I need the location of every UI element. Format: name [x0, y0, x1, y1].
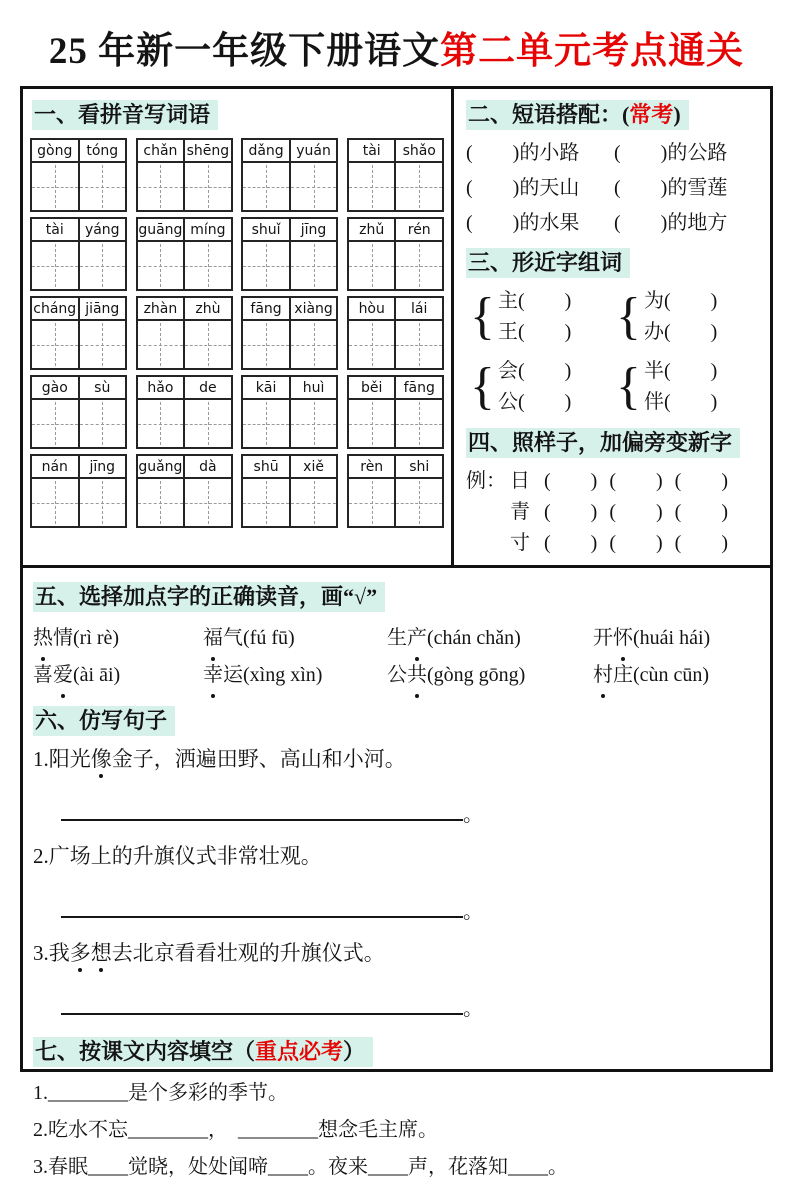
sentence-item: [33, 841, 758, 924]
writing-cell: [138, 400, 184, 447]
writing-cell: [243, 163, 289, 210]
pinyin-labels: [138, 298, 231, 321]
pinyin-label: hòu: [358, 301, 385, 317]
section1-title: 一、看拼音写词语: [32, 100, 218, 130]
writing-cell: [183, 163, 231, 210]
text-run: 2.广场上的升旗仪式非常壮观。: [33, 844, 322, 868]
writing-cell: [289, 163, 337, 210]
writing-cell: [394, 242, 442, 289]
section2-title-wrap: [466, 100, 689, 130]
answer-blank-line: [61, 805, 463, 821]
pronunciation-word: [387, 657, 593, 694]
pinyin-label: rén: [394, 219, 442, 240]
text-run: 喜: [33, 664, 53, 686]
emphasized-char: 共: [407, 657, 427, 694]
pinyin-labels: [138, 377, 231, 400]
section2-tag-close: ): [673, 102, 681, 127]
worksheet: [0, 20, 793, 1178]
brace-items: [498, 286, 571, 348]
page-title-black: 25 年新一年级下册语文: [48, 31, 441, 72]
emphasized-char: 热: [33, 620, 53, 657]
writing-cell: [349, 321, 395, 368]
pinyin-label: hǎo: [147, 380, 174, 396]
section6-title: 六、仿写句子: [33, 706, 175, 736]
brace-group: [470, 356, 616, 418]
brace-grid: [470, 286, 762, 418]
writing-cell: [32, 163, 78, 210]
pinyin-labels: [349, 219, 442, 242]
text-run: (ài āi): [73, 664, 121, 686]
writing-cell: [138, 321, 184, 368]
writing-grid: [138, 400, 231, 447]
section4-header: [466, 426, 762, 457]
base-character: 日: [510, 470, 530, 492]
writing-cell: [349, 479, 395, 526]
writing-grid: [138, 242, 231, 289]
writing-cell: [32, 242, 78, 289]
pinyin-labels: [243, 298, 336, 321]
brace-items: [644, 356, 717, 418]
text-run: (huái hái): [633, 627, 711, 649]
writing-cell: [138, 479, 184, 526]
brace-item: 王( ): [497, 321, 572, 343]
pinyin-word-group: [30, 296, 127, 370]
page-title-red: 第二单元考点通关: [440, 31, 745, 72]
pinyin-label: míng: [183, 219, 231, 240]
writing-grid: [138, 321, 231, 368]
pinyin-label: tài: [45, 222, 64, 238]
radical-row: [466, 528, 762, 559]
phrase-item: ( )的天山: [466, 177, 580, 199]
pinyin-label: jīng: [78, 456, 126, 477]
emphasized-char: 产: [407, 620, 427, 657]
pinyin-labels: [243, 456, 336, 479]
pinyin-labels: [349, 456, 442, 479]
brace-items: [498, 356, 571, 418]
brace-glyph: {: [616, 358, 641, 415]
writing-cell: [183, 400, 231, 447]
pronunciation-word: [387, 620, 593, 657]
pinyin-labels: [32, 298, 125, 321]
emphasized-char: 多: [70, 938, 91, 968]
pronunciation-word: [203, 620, 387, 657]
pinyin-word-group: [347, 454, 444, 528]
writing-cell: [349, 163, 395, 210]
pinyin-label: zhù: [183, 298, 231, 319]
section-pronunciation: [31, 580, 758, 694]
emphasized-char: 想: [91, 938, 112, 968]
pinyin-label: cháng: [33, 301, 77, 317]
brace-item: 半( ): [643, 360, 718, 382]
pinyin-label: sù: [78, 377, 126, 398]
pinyin-word-group: [136, 138, 233, 212]
brace-group: [616, 356, 762, 418]
pinyin-label: tóng: [78, 140, 126, 161]
pinyin-label: yáng: [78, 219, 126, 240]
writing-grid: [243, 400, 336, 447]
text-run: 庄(cùn cūn): [613, 664, 710, 686]
pinyin-label: zhǔ: [359, 222, 385, 238]
answer-blank-line: [61, 902, 463, 918]
sentence-text: [33, 744, 758, 774]
emphasized-char: 幸: [203, 657, 223, 694]
radical-row: [466, 497, 762, 528]
pinyin-label: shǎo: [394, 140, 442, 161]
pinyin-word-group: [30, 375, 127, 449]
section-similar-chars: [464, 246, 762, 418]
emphasized-char: 爱: [53, 657, 73, 694]
brace-items: [644, 286, 717, 348]
writing-grid: [349, 400, 442, 447]
writing-grid: [243, 242, 336, 289]
pinyin-labels: [349, 298, 442, 321]
pinyin-word-group: [347, 296, 444, 370]
pinyin-row: [30, 454, 444, 528]
main-box: [20, 86, 773, 1178]
text-run: 生: [387, 627, 407, 649]
pinyin-word-group: [136, 375, 233, 449]
section2-title: 二、短语搭配：: [468, 102, 623, 127]
brace-glyph: {: [470, 358, 495, 415]
blank-parens: ( ): [674, 532, 728, 554]
pinyin-label: lái: [394, 298, 442, 319]
pinyin-labels: [243, 219, 336, 242]
writing-cell: [78, 163, 126, 210]
writing-cell: [78, 321, 126, 368]
phrase-item: ( )的地方: [614, 212, 728, 234]
pinyin-label: shēng: [183, 140, 231, 161]
writing-cell: [183, 479, 231, 526]
brace-glyph: {: [470, 288, 495, 345]
section-sentence-imitation: [31, 704, 758, 1021]
section-pinyin-words: [23, 89, 454, 565]
writing-cell: [289, 321, 337, 368]
writing-cell: [183, 242, 231, 289]
example-label: 例：: [466, 470, 506, 492]
pronunciation-row: [33, 657, 758, 694]
fill-item: 2.吃水不忘________， ________想念毛主席。: [33, 1119, 438, 1141]
pinyin-label: fāng: [250, 301, 282, 317]
pinyin-row: [30, 217, 444, 291]
blank-parens: ( ): [544, 470, 598, 492]
pinyin-label: jīng: [289, 219, 337, 240]
pronunciation-word: [33, 620, 203, 657]
top-grid: [23, 89, 770, 568]
section4-title: 四、照样子，加偏旁变新字: [466, 428, 740, 458]
pinyin-label: shū: [253, 459, 279, 475]
writing-cell: [243, 400, 289, 447]
brace-group: [470, 286, 616, 348]
pinyin-label: nán: [41, 459, 68, 475]
fill-rows: [33, 1075, 758, 1186]
text-run: 去北京看看壮观的升旗仪式。: [111, 941, 385, 965]
pinyin-label: xiàng: [289, 298, 337, 319]
emphasized-char: 怀: [613, 620, 633, 657]
section7-tag-close: ）: [343, 1039, 366, 1064]
text-run: (chán chǎn): [427, 627, 521, 649]
pinyin-label: de: [183, 377, 231, 398]
pinyin-word-group: [136, 217, 233, 291]
writing-cell: [349, 242, 395, 289]
writing-cell: [243, 242, 289, 289]
section2-tag: 常考: [629, 102, 674, 127]
writing-cell: [138, 163, 184, 210]
pinyin-word-group: [241, 217, 338, 291]
blank-parens: ( ): [544, 501, 598, 523]
pinyin-word-group: [347, 375, 444, 449]
pinyin-labels: [32, 456, 125, 479]
text-run: 3.我: [33, 941, 70, 965]
phrase-item: ( )的小路: [466, 142, 580, 164]
writing-cell: [243, 321, 289, 368]
pinyin-labels: [349, 377, 442, 400]
writing-cell: [78, 400, 126, 447]
writing-cell: [243, 479, 289, 526]
writing-cell: [78, 242, 126, 289]
section1-header: [32, 98, 444, 129]
pinyin-label: dǎng: [248, 143, 284, 159]
writing-cell: [289, 400, 337, 447]
pinyin-labels: [32, 140, 125, 163]
brace-group: [616, 286, 762, 348]
pinyin-label: zhàn: [143, 301, 178, 317]
pinyin-label: shi: [394, 456, 442, 477]
writing-cell: [289, 479, 337, 526]
section3-header: [466, 246, 762, 277]
period-mark: 。: [463, 804, 483, 826]
pinyin-label: guāng: [138, 222, 183, 238]
pinyin-label: tài: [362, 143, 381, 159]
text-run: 开: [593, 627, 613, 649]
period-mark: 。: [463, 901, 483, 923]
pinyin-label: guǎng: [138, 459, 183, 475]
writing-cell: [394, 479, 442, 526]
text-run: 情(rì rè): [53, 627, 120, 649]
writing-cell: [394, 321, 442, 368]
section2-header: [466, 98, 762, 129]
pinyin-row: [30, 296, 444, 370]
brace-glyph: {: [616, 288, 641, 345]
period-mark: 。: [463, 998, 483, 1020]
writing-grid: [349, 242, 442, 289]
pinyin-word-group: [241, 296, 338, 370]
writing-cell: [289, 242, 337, 289]
pronunciation-row: [33, 620, 758, 657]
text-run: 1.阳光: [33, 747, 91, 771]
writing-grid: [32, 163, 125, 210]
pinyin-label: gòng: [37, 143, 73, 159]
sentence-text: [33, 938, 758, 968]
writing-cell: [183, 321, 231, 368]
right-column: [454, 89, 770, 565]
brace-item: 伴( ): [643, 391, 718, 413]
pinyin-row: [30, 138, 444, 212]
pinyin-label: fāng: [394, 377, 442, 398]
writing-grid: [349, 321, 442, 368]
writing-grid: [349, 163, 442, 210]
phrase-item: ( )的水果: [466, 212, 580, 234]
phrase-item: ( )的雪莲: [614, 177, 728, 199]
pinyin-word-group: [347, 138, 444, 212]
writing-cell: [394, 400, 442, 447]
brace-item: 会( ): [497, 360, 572, 382]
blank-parens: ( ): [609, 532, 663, 554]
writing-grid: [243, 163, 336, 210]
pinyin-word-group: [241, 138, 338, 212]
pinyin-label: xiě: [289, 456, 337, 477]
writing-grid: [243, 479, 336, 526]
answer-area: [61, 992, 758, 1021]
section6-header: [33, 704, 758, 735]
pinyin-word-group: [136, 296, 233, 370]
radical-row: [466, 466, 762, 497]
blank-parens: ( ): [674, 501, 728, 523]
section7-tag: 重点必考: [255, 1039, 344, 1064]
writing-cell: [78, 479, 126, 526]
section7-title-wrap: [33, 1037, 373, 1067]
brace-item: 主( ): [497, 290, 572, 312]
text-run: (gòng gōng): [427, 664, 526, 686]
answer-area: [61, 895, 758, 924]
pinyin-label: chǎn: [143, 143, 178, 159]
pinyin-labels: [243, 377, 336, 400]
text-run: 金子，洒遍田野、高山和小河。: [111, 747, 406, 771]
writing-cell: [138, 242, 184, 289]
section7-tag-open: （: [233, 1039, 256, 1064]
pinyin-word-group: [241, 375, 338, 449]
pinyin-labels: [138, 140, 231, 163]
pinyin-label: huì: [289, 377, 337, 398]
sentence-item: [33, 938, 758, 1021]
bottom-area: [23, 568, 770, 1192]
pinyin-label: yuán: [289, 140, 337, 161]
pinyin-label: gào: [41, 380, 68, 396]
base-character: 寸: [510, 532, 530, 554]
radical-rows: [466, 466, 762, 559]
pronunciation-word: [593, 620, 710, 657]
fill-item: 1.________是个多彩的季节。: [33, 1082, 288, 1104]
pronunciation-word: [203, 657, 387, 694]
section-phrase-match: [464, 98, 762, 238]
section3-title: 三、形近字组词: [466, 248, 630, 278]
text-run: 运(xìng xìn): [223, 664, 323, 686]
blank-parens: ( ): [544, 532, 598, 554]
pinyin-labels: [138, 456, 231, 479]
sentence-item: [33, 744, 758, 827]
pinyin-table: [30, 138, 444, 528]
text-run: 气(fú fū): [223, 627, 295, 649]
brace-item: 为( ): [643, 290, 718, 312]
pinyin-word-group: [30, 138, 127, 212]
text-run: 公: [387, 664, 407, 686]
answer-blank-line: [61, 999, 463, 1015]
writing-cell: [32, 321, 78, 368]
pinyin-word-group: [241, 454, 338, 528]
pronunciation-rows: [33, 620, 758, 694]
section5-title: 五、选择加点字的正确读音，画“√”: [33, 582, 385, 612]
phrase-grid: [466, 138, 762, 238]
pinyin-label: shuǐ: [251, 222, 281, 238]
writing-grid: [32, 321, 125, 368]
blank-parens: ( ): [674, 470, 728, 492]
blank-parens: ( ): [609, 470, 663, 492]
emphasized-char: 福: [203, 620, 223, 657]
pronunciation-word: [33, 657, 203, 694]
blank-parens: ( ): [609, 501, 663, 523]
writing-grid: [138, 163, 231, 210]
fill-item: 3.春眠____觉晓，处处闻啼____。夜来____声，花落知____。: [33, 1156, 568, 1178]
pinyin-word-group: [30, 217, 127, 291]
writing-cell: [349, 400, 395, 447]
writing-grid: [32, 242, 125, 289]
section5-header: [33, 580, 758, 611]
pinyin-labels: [138, 219, 231, 242]
sentence-items: [31, 744, 758, 1021]
pinyin-label: kāi: [255, 380, 277, 396]
section7-header: [33, 1035, 758, 1066]
sentence-text: [33, 841, 758, 871]
pinyin-label: rèn: [360, 459, 384, 475]
writing-grid: [349, 479, 442, 526]
section-add-radical: [464, 426, 762, 559]
writing-grid: [32, 400, 125, 447]
emphasized-char: 村: [593, 657, 613, 694]
emphasized-char: 像: [91, 744, 112, 774]
pinyin-label: dà: [183, 456, 231, 477]
writing-grid: [243, 321, 336, 368]
pinyin-labels: [243, 140, 336, 163]
brace-item: 公( ): [497, 391, 572, 413]
pinyin-row: [30, 375, 444, 449]
answer-area: [61, 798, 758, 827]
pinyin-labels: [349, 140, 442, 163]
pinyin-word-group: [136, 454, 233, 528]
writing-cell: [32, 400, 78, 447]
phrase-item: ( )的公路: [614, 142, 728, 164]
pinyin-labels: [32, 377, 125, 400]
base-character: 青: [510, 501, 530, 523]
pinyin-labels: [32, 219, 125, 242]
pinyin-word-group: [347, 217, 444, 291]
section7-title: 七、按课文内容填空: [35, 1039, 234, 1064]
section2-tag-open: (: [622, 102, 630, 127]
writing-cell: [394, 163, 442, 210]
brace-item: 办( ): [643, 321, 718, 343]
pinyin-label: běi: [361, 380, 383, 396]
pinyin-word-group: [30, 454, 127, 528]
writing-grid: [138, 479, 231, 526]
pronunciation-word: [593, 657, 709, 694]
section-text-fill: [31, 1035, 758, 1186]
writing-grid: [32, 479, 125, 526]
pinyin-label: jiāng: [78, 298, 126, 319]
page-title: [0, 20, 793, 74]
writing-cell: [32, 479, 78, 526]
